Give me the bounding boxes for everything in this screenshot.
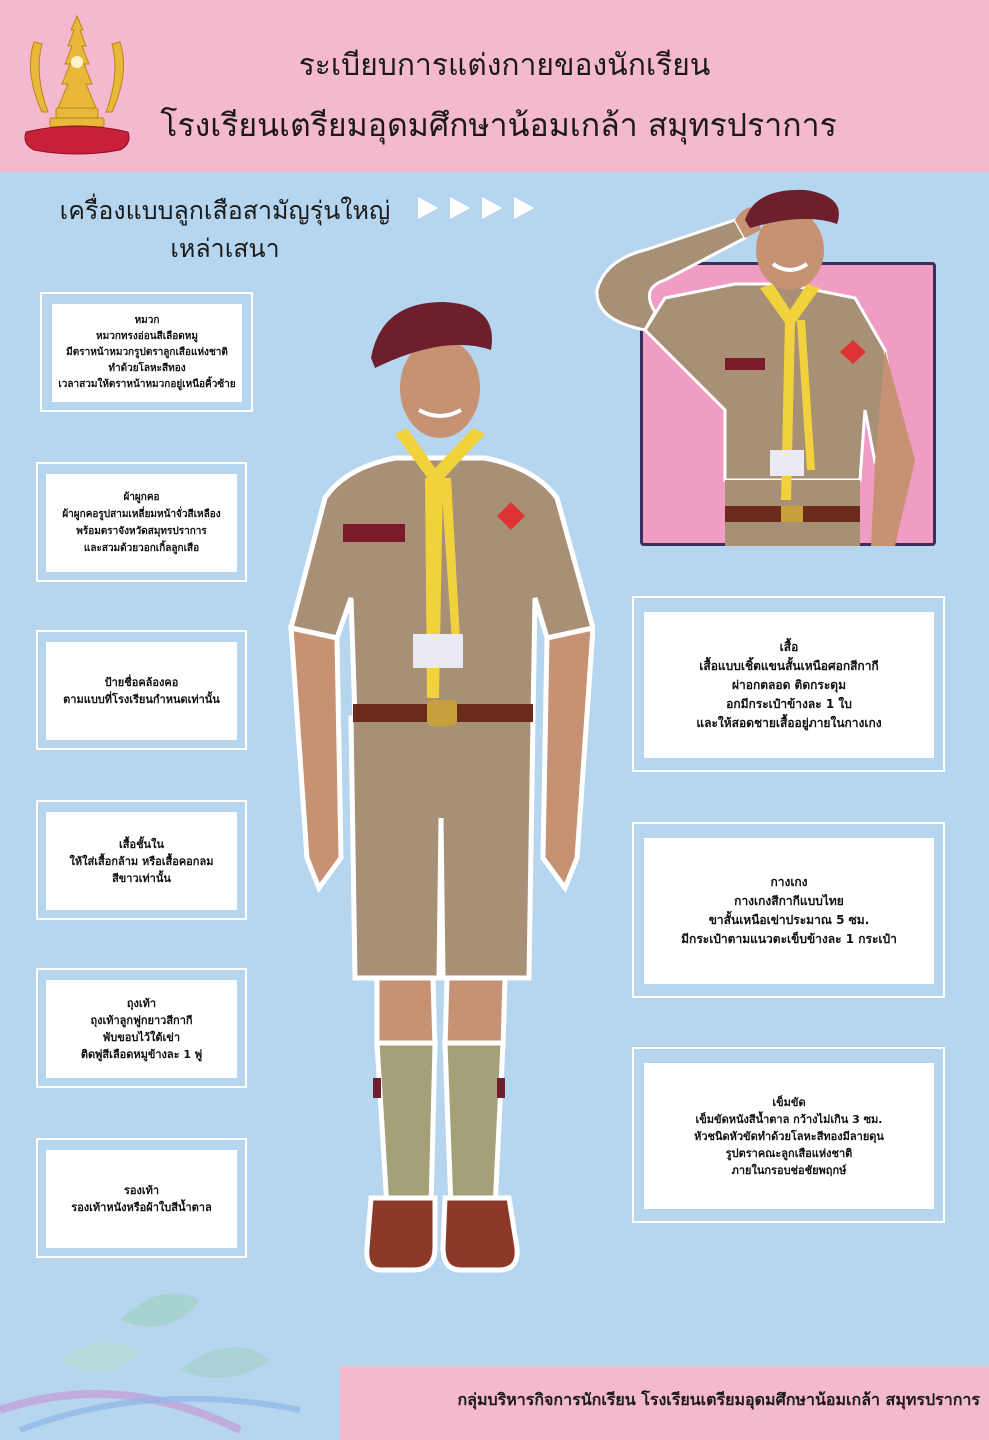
card-line: เข็มขัดหนังสีน้ำตาล กว้างไม่เกิน 3 ซม.: [695, 1112, 883, 1126]
card-undershirt: [36, 800, 247, 920]
standing-scout-figure: [285, 298, 595, 1308]
card-line: ตามแบบที่โรงเรียนกำหนดเท่านั้น: [63, 693, 220, 706]
card-heading: เข็มขัด: [772, 1095, 806, 1109]
card-heading: ถุงเท้า: [126, 997, 157, 1010]
card-name-tag: [36, 630, 247, 750]
card-body: [46, 474, 237, 572]
card-beret: [40, 292, 253, 412]
card-body: [46, 1150, 237, 1248]
card-body: [46, 642, 237, 740]
card-line: ภายในกรอบช่อชัยพฤกษ์: [731, 1163, 847, 1177]
card-line: ติดพู่สีเลือดหมูข้างละ 1 พู่: [80, 1048, 203, 1061]
card-line: มีกระเป๋าตามแนวตะเข็บข้างละ 1 กระเป๋า: [681, 932, 897, 946]
card-line: ถุงเท้าลูกฟูกยาวสีกากี: [90, 1014, 193, 1027]
card-line: กางเกงสีกากีแบบไทย: [734, 894, 844, 908]
card-shirt: [632, 596, 945, 772]
footer-text: กลุ่มบริหารกิจการนักเรียน โรงเรียนเตรียมอุดมศึกษาน้อมเกล้า สมุทรปราการ: [457, 1390, 980, 1409]
card-line: หัวชนิดหัวขัดทำด้วยโลหะสีทองมีลายดุน: [694, 1129, 884, 1143]
card-line: พับขอบไว้ใต้เข่า: [102, 1031, 181, 1044]
card-heading: ผ้าผูกคอ: [123, 492, 160, 503]
card-body: [52, 304, 242, 402]
card-line: สีขาวเท่านั้น: [112, 871, 171, 885]
card-line: รองเท้าหนังหรือผ้าใบสีน้ำตาล: [71, 1201, 212, 1214]
card-line: มีตราหน้าหมวกรูปตราลูกเสือแห่งชาติ: [66, 347, 228, 358]
card-body: [644, 612, 934, 758]
card-heading: เสื้อ: [779, 639, 799, 654]
card-socks: [36, 968, 247, 1088]
card-line: เวลาสวมให้ตราหน้าหมวกอยู่เหนือคิ้วซ้าย: [58, 379, 236, 390]
saluting-scout-figure: [585, 180, 930, 546]
arrows-icon: [416, 195, 541, 221]
card-line: ให้ใส่เสื้อกล้าม หรือเสื้อคอกลม: [69, 854, 214, 868]
card-line: ผ่าอกตลอด ติดกระดุม: [731, 677, 846, 692]
card-scarf: [36, 462, 247, 582]
card-line: เสื้อแบบเชิ้ตแขนสั้นเหนือศอกสีกากี: [699, 658, 879, 673]
card-shoes: [36, 1138, 247, 1258]
card-line: ทำด้วยโลหะสีทอง: [108, 363, 186, 374]
card-heading: กางเกง: [770, 875, 808, 889]
card-line: และให้สอดชายเสื้ออยู่ภายในกางเกง: [696, 715, 882, 730]
card-body: [46, 812, 237, 910]
uniform-type-title: [40, 192, 410, 268]
card-belt: [632, 1047, 945, 1223]
card-line: หมวกทรงอ่อนสีเลือดหมู: [96, 331, 198, 342]
page-title-line1: ระเบียบการแต่งกายของนักเรียน: [298, 48, 711, 83]
uniform-type-line2: เหล่าเสนา: [170, 234, 280, 263]
card-trousers: [632, 822, 945, 998]
card-heading: ป้ายชื่อคล้องคอ: [104, 676, 179, 689]
card-heading: รองเท้า: [123, 1184, 160, 1197]
card-heading: เสื้อชั้นใน: [119, 837, 164, 851]
card-line: ผ้าผูกคอรูปสามเหลี่ยมหน้าจั่วสีเหลือง: [62, 509, 221, 520]
card-body: [644, 838, 934, 984]
card-line: พร้อมตราจังหวัดสมุทรปราการ: [76, 526, 207, 537]
card-heading: หมวก: [134, 315, 160, 326]
card-line: รูปตราคณะลูกเสือแห่งชาติ: [725, 1146, 853, 1160]
card-line: ขาสั้นเหนือเข่าประมาณ 5 ซม.: [708, 913, 870, 927]
card-body: [46, 980, 237, 1078]
page-title-line2: โรงเรียนเตรียมอุดมศึกษาน้อมเกล้า สมุทรปราการ: [160, 106, 837, 144]
card-body: [644, 1063, 934, 1209]
card-line: และสวมด้วยวอกเกิ้ลลูกเสือ: [83, 543, 200, 554]
card-line: อกมีกระเป๋าข้างละ 1 ใบ: [726, 696, 852, 711]
uniform-type-line1: เครื่องแบบลูกเสือสามัญรุ่นใหญ่: [59, 196, 391, 225]
